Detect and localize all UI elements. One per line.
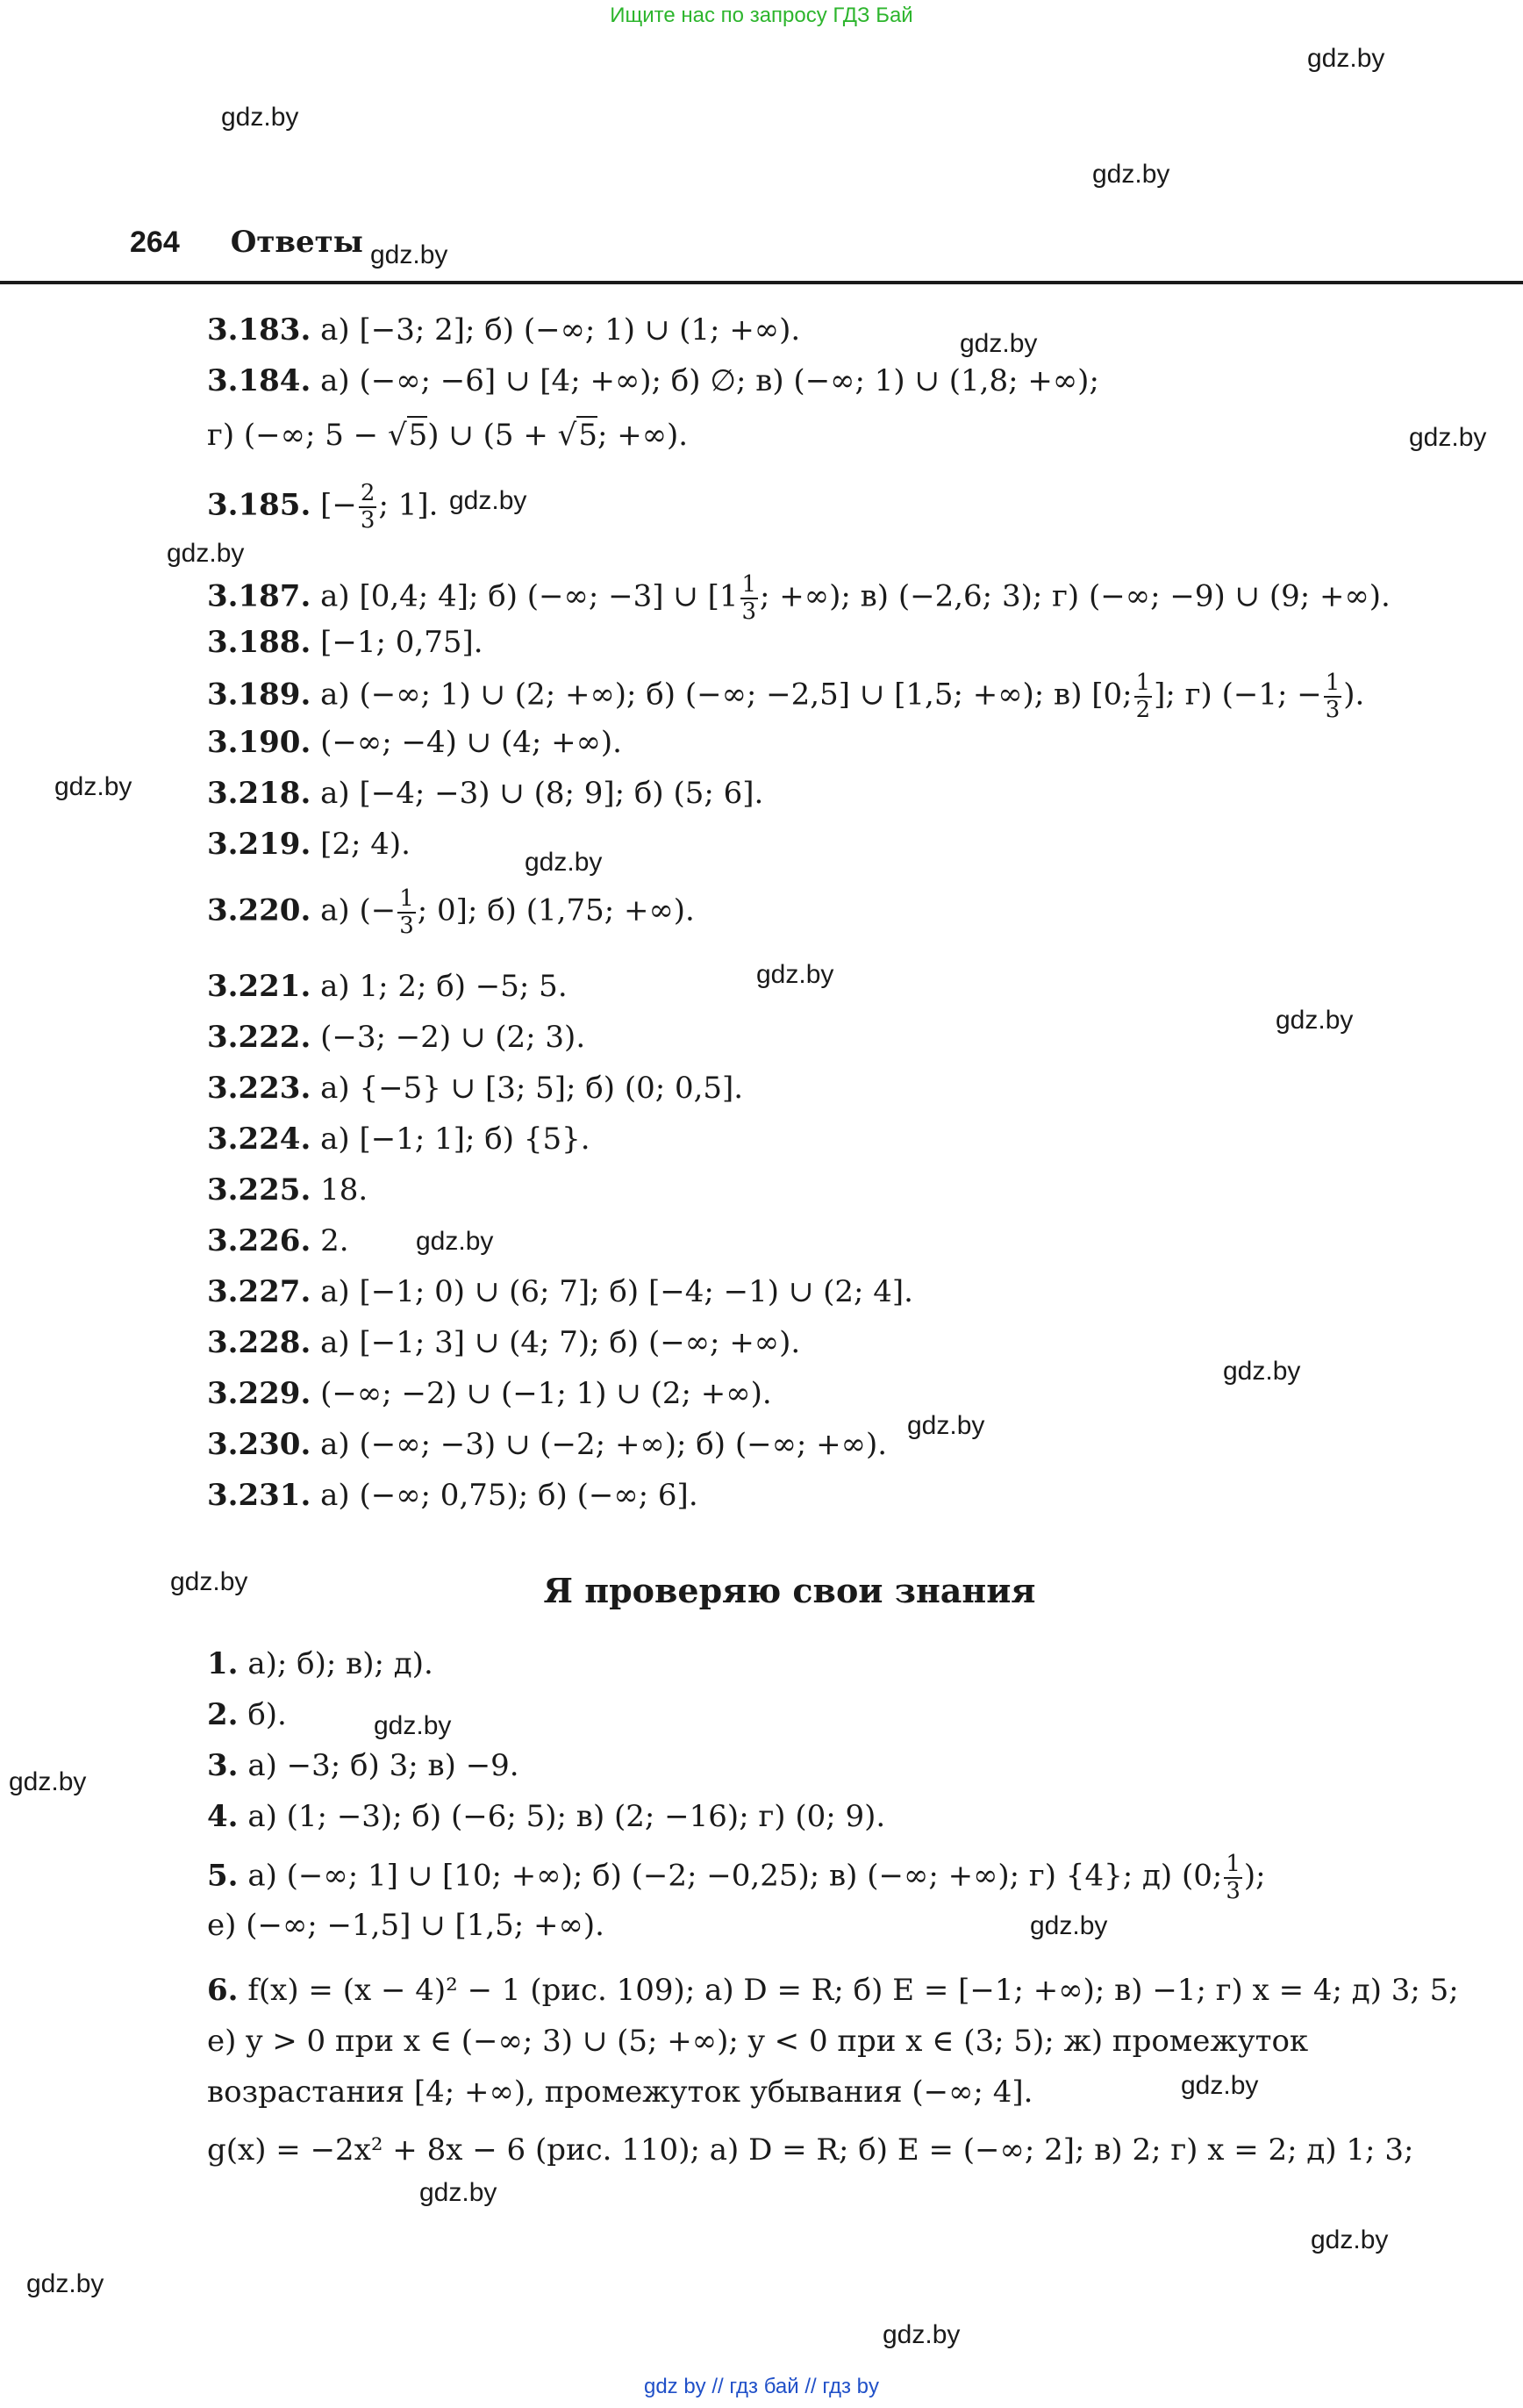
check-5-line2 — [207, 1908, 604, 1943]
answer-number: 3.230. — [207, 1427, 311, 1462]
fraction — [1324, 670, 1342, 722]
page-number: 264 — [130, 226, 180, 259]
answer-text: е) (−∞; −1,5] ∪ [1,5; +∞). — [207, 1908, 604, 1943]
answer-text: ]; г) (−1; − — [1154, 677, 1322, 713]
watermark: gdz.by — [26, 2269, 104, 2298]
answer-number: 3.185. — [207, 487, 311, 523]
watermark: gdz.by — [960, 329, 1038, 358]
answer-number: 3.218. — [207, 776, 311, 811]
answer-text: ) ∪ (5 + — [427, 418, 548, 453]
denominator: 3 — [360, 506, 375, 534]
answer-text: ; +∞). — [597, 418, 689, 453]
numerator: 1 — [1226, 1851, 1241, 1877]
answer-number: 3.183. — [207, 312, 311, 348]
answer-3-184-line2: г) (−∞; 5 − √5) ∪ (5 + √5; +∞). — [207, 418, 689, 453]
answer-text: б). — [247, 1697, 287, 1732]
denominator: 3 — [741, 598, 757, 625]
top-banner[interactable]: Ищите нас по запросу ГДЗ Бай — [610, 4, 913, 27]
answer-text: (−∞; −2) ∪ (−1; 1) ∪ (2; +∞). — [320, 1376, 772, 1411]
watermark: gdz.by — [1030, 1911, 1108, 1940]
answer-text: а) [0,4; 4]; б) (−∞; −3] ∪ [1 — [320, 578, 739, 614]
answer-3-187 — [207, 572, 1391, 624]
numerator: 1 — [1135, 670, 1151, 696]
answer-text: а) [−4; −3) ∪ (8; 9]; б) (5; 6]. — [320, 776, 764, 811]
answer-number: 6. — [207, 1973, 239, 2008]
answer-number: 3.223. — [207, 1071, 311, 1106]
watermark: gdz.by — [370, 240, 448, 269]
watermark: gdz.by — [416, 1227, 494, 1256]
check-6-line3 — [207, 2075, 1033, 2110]
answer-number: 3. — [207, 1748, 239, 1783]
footer-banner[interactable]: gdz by // гдз бай // гдз by — [643, 2375, 880, 2398]
answer-3-219 — [207, 827, 411, 862]
answer-3-221 — [207, 969, 568, 1004]
answer-text: (−3; −2) ∪ (2; 3). — [320, 1020, 586, 1055]
watermark: gdz.by — [419, 2178, 497, 2207]
watermark: gdz.by — [1311, 2225, 1389, 2254]
answer-number: 3.228. — [207, 1325, 311, 1360]
answer-text: ). — [1343, 677, 1365, 713]
answer-text: е) y > 0 при x ∈ (−∞; 3) ∪ (5; +∞); y < 0 при x ∈ (3; 5); ж) промежуток — [207, 2024, 1309, 2059]
answer-3-224 — [207, 1122, 590, 1157]
fraction — [1224, 1852, 1242, 1903]
answer-text: а) [−1; 3] ∪ (4; 7); б) (−∞; +∞). — [320, 1325, 801, 1360]
section-title: Я проверяю свои знания — [543, 1571, 1036, 1610]
answer-text: (−∞; −4) ∪ (4; +∞). — [320, 725, 622, 760]
answer-3-227 — [207, 1274, 913, 1309]
answer-text: а); б); в); д). — [247, 1646, 433, 1681]
watermark: gdz.by — [1092, 160, 1170, 189]
answer-text: 2. — [320, 1223, 349, 1258]
answer-text: ); — [1243, 1858, 1266, 1894]
denominator: 3 — [399, 912, 414, 939]
check-6-g — [207, 2132, 1413, 2168]
check-5 — [207, 1852, 1266, 1903]
answer-number: 3.222. — [207, 1020, 311, 1055]
answer-text: а) 1; 2; б) −5; 5. — [320, 969, 568, 1004]
answer-text: а) (1; −3); б) (−6; 5); в) (2; −16); г) (0; 9). — [247, 1799, 886, 1834]
answer-number: 3.189. — [207, 677, 311, 713]
answer-3-218 — [207, 776, 763, 811]
answer-text: а) (−∞; −6] ∪ [4; +∞); б) ∅; в) (−∞; 1) ∪ (1,8; +∞); — [320, 363, 1099, 398]
watermark: gdz.by — [221, 103, 299, 132]
check-4 — [207, 1799, 885, 1834]
answer-number: 3.184. — [207, 363, 311, 398]
answer-3-185 — [207, 481, 438, 533]
watermark: gdz.by — [1181, 2071, 1259, 2100]
answer-3-229 — [207, 1376, 772, 1411]
answer-number: 3.190. — [207, 725, 311, 760]
watermark: gdz.by — [1307, 44, 1385, 73]
check-3 — [207, 1748, 519, 1783]
answer-3-231 — [207, 1478, 698, 1513]
answer-number: 2. — [207, 1697, 239, 1732]
answer-text: а) (−∞; −3) ∪ (−2; +∞); б) (−∞; +∞). — [320, 1427, 888, 1462]
answer-number: 3.227. — [207, 1274, 311, 1309]
watermark: gdz.by — [374, 1711, 452, 1740]
answer-3-225 — [207, 1172, 368, 1208]
fraction — [1134, 670, 1153, 722]
answer-number: 3.229. — [207, 1376, 311, 1411]
answer-3-184 — [207, 363, 1099, 398]
watermark: gdz.by — [1409, 423, 1487, 452]
answer-number: 3.220. — [207, 892, 311, 928]
watermark: gdz.by — [9, 1767, 87, 1796]
answer-3-189 — [207, 670, 1364, 722]
fraction — [359, 481, 377, 533]
answer-text: ; 0]; б) (1,75; +∞). — [417, 892, 695, 928]
answer-number: 3.231. — [207, 1478, 311, 1513]
answer-text: а) [−1; 1]; б) {5}. — [320, 1122, 590, 1157]
watermark: gdz.by — [1223, 1357, 1301, 1386]
denominator: 2 — [1135, 696, 1151, 723]
answer-text: а) [−3; 2]; б) (−∞; 1) ∪ (1; +∞). — [320, 312, 801, 348]
answer-number: 3.219. — [207, 827, 311, 862]
answer-text: а) −3; б) 3; в) −9. — [247, 1748, 519, 1783]
answer-text: f(x) = (x − 4)² − 1 (рис. 109); а) D = R; б) E = [−1; +∞); в) −1; г) x = 4; д) 3; 5; — [247, 1973, 1459, 2008]
answer-number: 3.224. — [207, 1122, 311, 1157]
answer-3-230 — [207, 1427, 887, 1462]
watermark: gdz.by — [170, 1567, 248, 1596]
page-title: Ответы — [230, 225, 363, 260]
watermark: gdz.by — [907, 1411, 985, 1440]
answer-number: 4. — [207, 1799, 239, 1834]
check-2 — [207, 1697, 287, 1732]
denominator: 3 — [1325, 696, 1341, 723]
answer-text: ; +∞); в) (−2,6; 3); г) (−∞; −9) ∪ (9; +∞). — [760, 578, 1391, 614]
numerator: 2 — [360, 480, 375, 506]
header-rule — [0, 281, 1523, 284]
answer-text: возрастания [4; +∞), промежуток убывания (−∞; 4]. — [207, 2075, 1033, 2110]
answer-3-220 — [207, 886, 695, 938]
numerator: 1 — [741, 571, 757, 598]
watermark: gdz.by — [1276, 1006, 1354, 1035]
answer-3-223 — [207, 1071, 743, 1106]
answer-text: 18. — [320, 1172, 368, 1208]
answer-3-222 — [207, 1020, 585, 1055]
answer-text: [− — [320, 487, 357, 523]
answer-number: 1. — [207, 1646, 239, 1681]
answer-number: 3.221. — [207, 969, 311, 1004]
answer-text: а) [−1; 0) ∪ (6; 7]; б) [−4; −1) ∪ (2; 4]. — [320, 1274, 913, 1309]
answer-number: 3.187. — [207, 578, 311, 614]
watermark: gdz.by — [883, 2320, 961, 2349]
answer-text: а) {−5} ∪ [3; 5]; б) (0; 0,5]. — [320, 1071, 744, 1106]
answer-number: 3.226. — [207, 1223, 311, 1258]
numerator: 1 — [399, 885, 414, 912]
numerator: 1 — [1325, 670, 1341, 696]
sqrt-value: 5 — [408, 418, 428, 453]
fraction — [740, 572, 759, 624]
answer-text: (−∞; 5 − — [243, 418, 379, 453]
watermark: gdz.by — [756, 960, 834, 989]
answer-number: 3.188. — [207, 625, 311, 660]
check-1 — [207, 1646, 433, 1681]
fraction — [397, 886, 416, 938]
answer-text: g(x) = −2x² + 8x − 6 (рис. 110); а) D = R; б) E = (−∞; 2]; в) 2; г) x = 2; д) 1; 3; — [207, 2132, 1414, 2168]
sqrt-value: 5 — [578, 418, 597, 453]
watermark: gdz.by — [449, 486, 527, 515]
answer-text: а) (− — [320, 892, 397, 928]
answer-3-188 — [207, 625, 483, 660]
answer-3-226 — [207, 1223, 349, 1258]
answer-text: ; 1]. — [378, 487, 439, 523]
check-6-line2 — [207, 2024, 1308, 2059]
answer-text: [−1; 0,75]. — [320, 625, 483, 660]
page-header — [130, 225, 363, 260]
answer-text: а) (−∞; 1] ∪ [10; +∞); б) (−2; −0,25); в) (−∞; +∞); г) {4}; д) (0; — [247, 1858, 1223, 1894]
answer-number: 5. — [207, 1858, 239, 1894]
watermark: gdz.by — [54, 772, 132, 801]
answer-3-190 — [207, 725, 622, 760]
answer-3-183 — [207, 312, 800, 348]
answer-number: 3.225. — [207, 1172, 311, 1208]
answer-text: а) (−∞; 0,75); б) (−∞; 6]. — [320, 1478, 698, 1513]
answer-text: г) — [207, 418, 235, 453]
check-6 — [207, 1973, 1459, 2008]
denominator: 3 — [1226, 1877, 1241, 1904]
answer-text: а) (−∞; 1) ∪ (2; +∞); б) (−∞; −2,5] ∪ [1,5; +∞); в) [0; — [320, 677, 1133, 713]
watermark: gdz.by — [525, 848, 603, 877]
answer-3-228 — [207, 1325, 800, 1360]
answer-text: [2; 4). — [320, 827, 411, 862]
watermark: gdz.by — [167, 539, 245, 568]
